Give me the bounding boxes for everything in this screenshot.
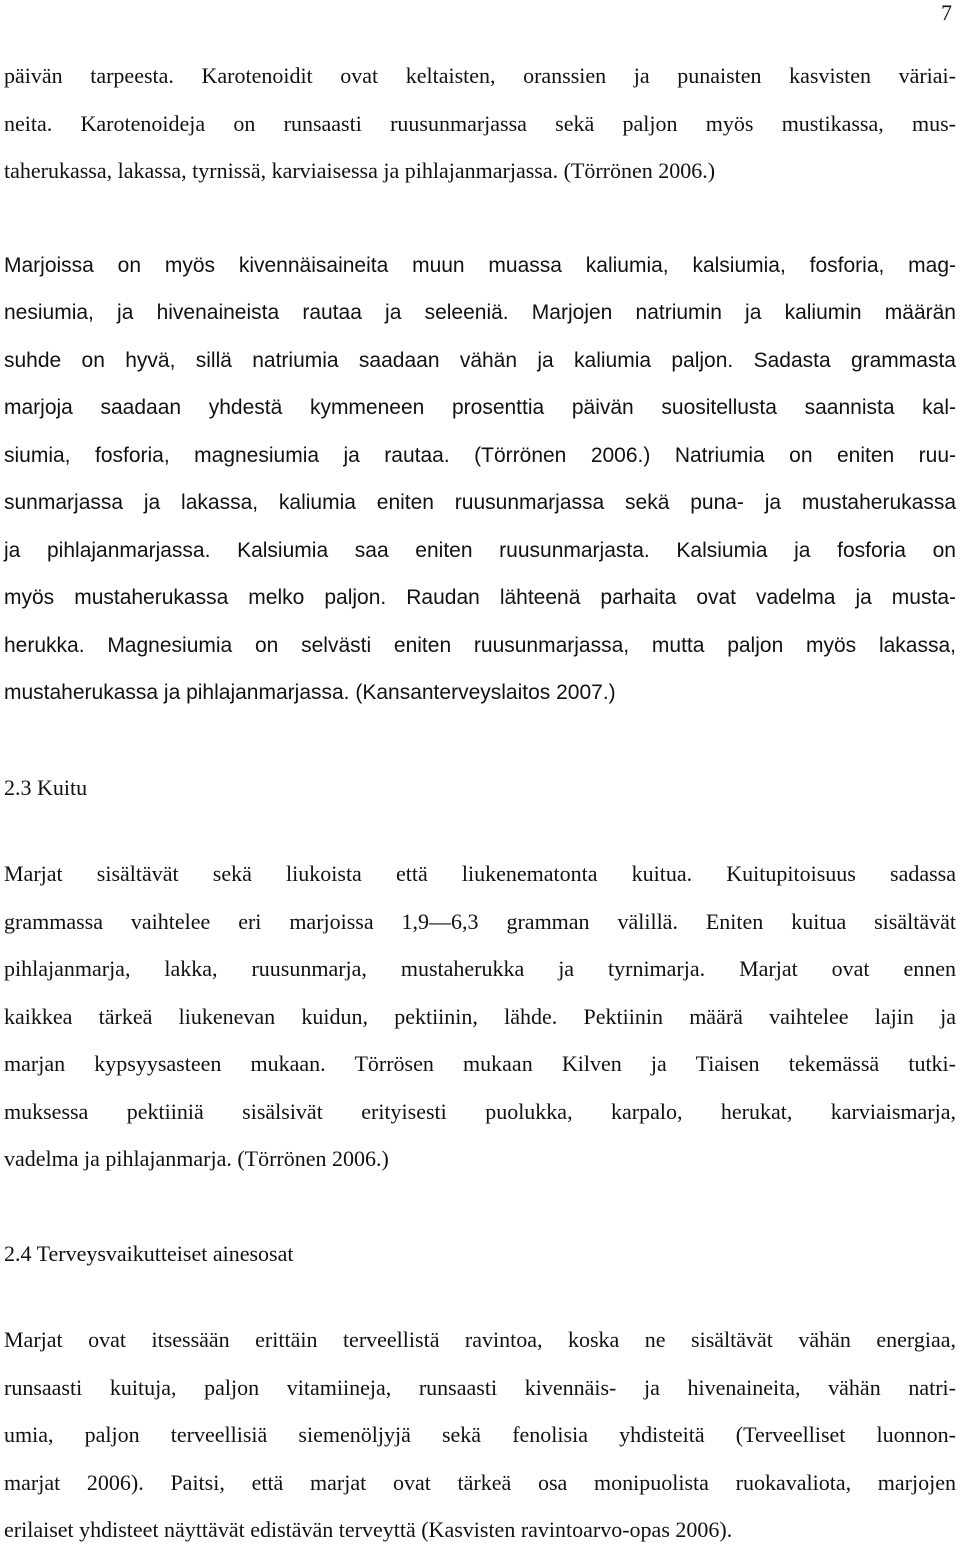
text-line: neita. Karotenoideja on runsaasti ruusunmarjassa sekä paljon myös mustikassa, mus- xyxy=(4,110,956,136)
document-body xyxy=(4,52,956,1554)
paragraph-minerals xyxy=(4,242,956,717)
text-line: Marjat sisältävät sekä liukoista että liukenematonta kuitua. Kuitupitoisuus sadassa xyxy=(4,861,956,886)
text-line: marjan kypsyysasteen mukaan. Törrösen mukaan Kilven ja Tiaisen tekemässä tutki- xyxy=(4,1051,956,1076)
section-heading-health-compounds: 2.4 Terveysvaikutteiset ainesosat xyxy=(4,1240,294,1266)
text-line: myös mustaherukassa melko paljon. Raudan lähteenä parhaita ovat vadelma ja musta- xyxy=(4,586,956,609)
text-line: herukka. Magnesiumia on selvästi eniten ruusunmarjassa, mutta paljon myös lakassa, xyxy=(4,633,956,657)
text-line: erilaiset yhdisteet näyttävät edistävän terveyttä (Kasvisten ravintoarvo-opas 2006). xyxy=(4,1517,733,1542)
text-line: siumia, fosforia, magnesiumia ja rautaa. (Törrönen 2006.) Natriumia on eniten ruu- xyxy=(4,443,956,467)
text-line: Marjat ovat itsessään erittäin terveellistä ravintoa, koska ne sisältävät vähän energiaa, xyxy=(4,1327,956,1352)
text-line: sunmarjassa ja lakassa, kaliumia eniten ruusunmarjassa sekä puna- ja mustaherukassa xyxy=(4,491,956,514)
text-line: Marjoissa on myös kivennäisaineita muun muassa kaliumia, kalsiumia, fosforia, mag- xyxy=(4,253,956,277)
text-line: marjoja saadaan yhdestä kymmeneen prosenttia päivän suositellusta saannista kal- xyxy=(4,396,956,419)
text-line: ja pihlajanmarjassa. Kalsiumia saa eniten ruusunmarjasta. Kalsiumia ja fosforia on xyxy=(4,538,956,562)
paragraph-carotenoids xyxy=(4,52,956,195)
text-line: grammassa vaihtelee eri marjoissa 1,9—6,3 gramman välillä. Eniten kuitua sisältävät xyxy=(4,908,956,934)
paragraph-gap xyxy=(4,195,956,242)
text-line: umia, paljon terveellisiä siemenöljyjä sekä fenolisia yhdisteitä (Terveelliset luonnon- xyxy=(4,1422,956,1447)
text-line: kaikkea tärkeä liukenevan kuidun, pektiinin, lähde. Pektiinin määrä vaihtelee lajin ja xyxy=(4,1003,956,1029)
text-line: marjat 2006). Paitsi, että marjat ovat tärkeä osa monipuolista ruokavaliota, marjojen xyxy=(4,1469,956,1495)
paragraph-gap xyxy=(4,717,956,764)
text-line: suhde on hyvä, sillä natriumia saadaan vähän ja kaliumia paljon. Sadasta grammasta xyxy=(4,348,956,372)
text-line: mustaherukassa ja pihlajanmarjassa. (Kansanterveyslaitos 2007.) xyxy=(4,681,616,704)
text-line: taherukassa, lakassa, tyrnissä, karviaisessa ja pihlajanmarjassa. (Törrönen 2006.) xyxy=(4,158,716,183)
text-line: vadelma ja pihlajanmarja. (Törrönen 2006.) xyxy=(4,1146,389,1171)
paragraph-fiber xyxy=(4,850,956,1183)
text-line: muksessa pektiiniä sisälsivät erityisesti puolukka, karpalo, herukat, karviaismarja, xyxy=(4,1098,956,1124)
paragraph-gap xyxy=(4,1183,956,1230)
text-line: nesiumia, ja hivenaineista rautaa ja seleeniä. Marjojen natriumin ja kaliumin määrän xyxy=(4,301,956,324)
text-line: päivän tarpeesta. Karotenoidit ovat keltaisten, oranssien ja punaisten kasvisten väriai- xyxy=(4,63,956,88)
text-line: pihlajanmarja, lakka, ruusunmarja, mustaherukka ja tyrnimarja. Marjat ovat ennen xyxy=(4,956,956,981)
page-number: 7 xyxy=(941,0,952,25)
heading-gap xyxy=(4,1277,956,1316)
section-heading-kuitu: 2.3 Kuitu xyxy=(4,774,88,800)
heading-gap xyxy=(4,811,956,850)
paragraph-health xyxy=(4,1316,956,1554)
text-line: runsaasti kuituja, paljon vitamiineja, runsaasti kivennäis- ja hivenaineita, vähän natri- xyxy=(4,1374,956,1400)
